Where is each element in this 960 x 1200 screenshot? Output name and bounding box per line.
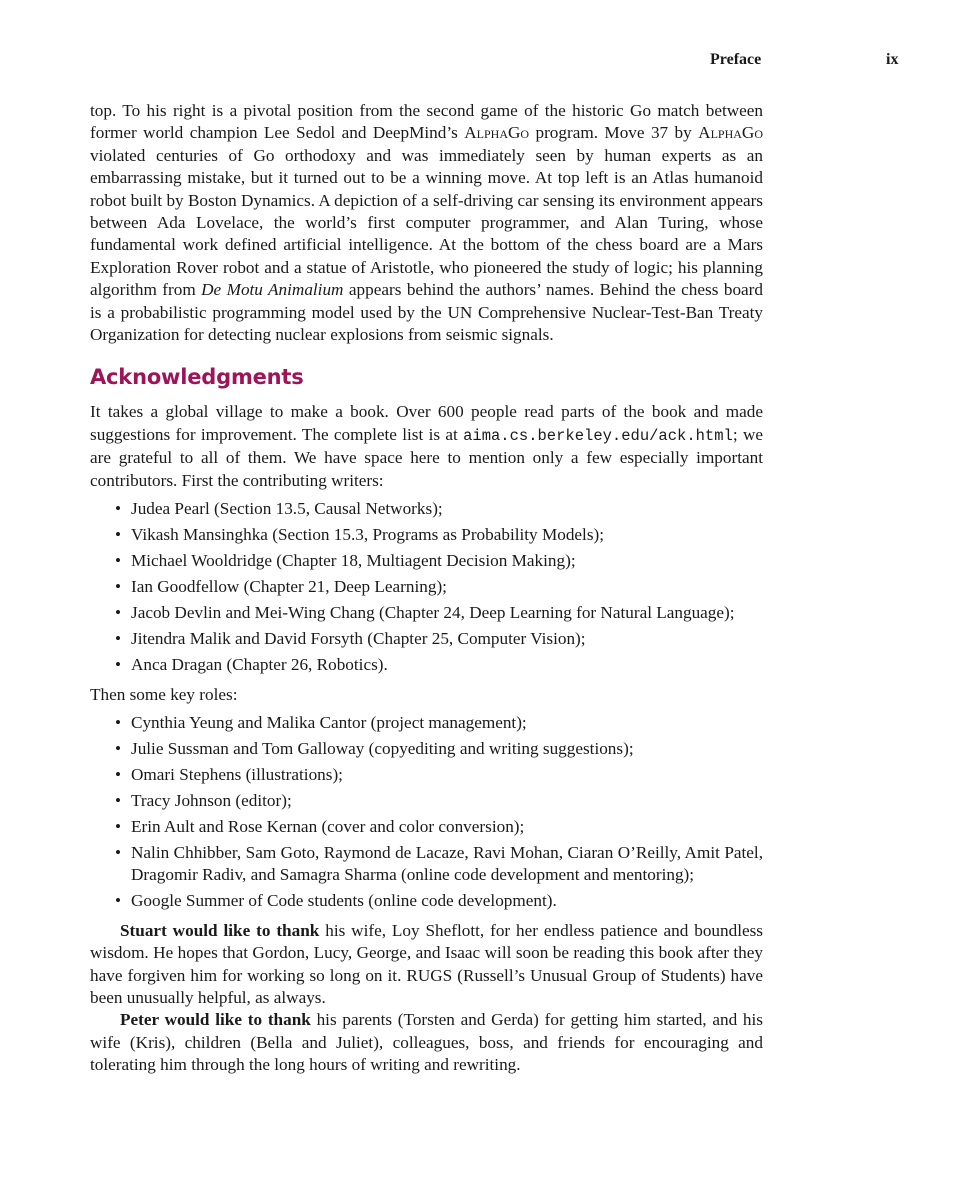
bullet-icon: • xyxy=(115,655,122,675)
acknowledgments-paragraph xyxy=(90,401,763,492)
list-item xyxy=(90,628,763,650)
bullet-icon: • xyxy=(115,712,122,732)
intro-paragraph xyxy=(90,100,763,346)
list-item xyxy=(90,576,763,598)
list-item xyxy=(90,738,763,760)
bullet-icon: • xyxy=(115,842,122,862)
list-item xyxy=(90,498,763,520)
bullet-icon: • xyxy=(115,525,122,545)
list-item xyxy=(90,764,763,786)
list-item xyxy=(90,654,763,676)
bullet-icon: • xyxy=(115,551,122,571)
ack-text-1: It takes a global village to make a book. Over 600 people read parts of the book and made suggestions for improvement. The complete list is at xyxy=(90,402,763,444)
ack-url: aima.cs.berkeley.edu/ack.html xyxy=(463,426,733,445)
list-item-text: Anca Dragan (Chapter 26, Robotics). xyxy=(131,655,388,675)
list-item-text: Omari Stephens (illustrations); xyxy=(131,764,343,784)
page-number: ix xyxy=(886,51,899,68)
ack-text-2: ; we are grateful to all of them. We have space here to mention only a few especially important contributors. First the contributing writers: xyxy=(90,424,763,490)
list-item-text: Vikash Mansinghka (Section 15.3, Programs as Probability Models); xyxy=(131,525,605,545)
bullet-icon: • xyxy=(115,816,122,836)
key-roles-list xyxy=(90,712,763,913)
list-item-text: Michael Wooldridge (Chapter 18, Multiagent Decision Making); xyxy=(131,551,576,571)
list-item-text: Tracy Johnson (editor); xyxy=(131,790,292,810)
running-header-section: Preface xyxy=(710,51,762,68)
acknowledgments-heading: Acknowledgments xyxy=(90,365,304,390)
list-item xyxy=(90,524,763,546)
bullet-icon: • xyxy=(115,629,122,649)
list-item-text: Ian Goodfellow (Chapter 21, Deep Learning); xyxy=(131,577,447,597)
stuart-thanks-paragraph xyxy=(90,920,763,1010)
list-item xyxy=(90,842,763,887)
intro-text-3: violated centuries of Go orthodoxy and was immediately seen by human experts as an embarrassing mistake, but it turned out to be a winning move. At top left is an Atlas humanoid robot built by Boston Dynamics. A depiction of a self-driving car sensing its environment appears between Ada Lovelace, the world’s first computer programmer, and Alan Turing, whose fundamental work defined artificial intelligence. At the bottom of the chess board are a Mars Exploration Rover robot and a statue of Aristotle, who pioneered the study of logic; his planning algorithm from xyxy=(90,145,763,300)
list-item-text: Judea Pearl (Section 13.5, Causal Networks); xyxy=(131,499,443,519)
list-item-text: Jacob Devlin and Mei-Wing Chang (Chapter 24, Deep Learning for Natural Language); xyxy=(131,603,735,623)
list-item-text: Jitendra Malik and David Forsyth (Chapter 25, Computer Vision); xyxy=(131,629,586,649)
list-item xyxy=(90,890,763,912)
list-item xyxy=(90,550,763,572)
list-item xyxy=(90,816,763,838)
bullet-icon: • xyxy=(115,790,122,810)
intro-text-2: program. Move 37 by xyxy=(529,123,699,143)
running-header xyxy=(0,51,960,71)
list-item-text: Nalin Chhibber, Sam Goto, Raymond de Lacaze, Ravi Mohan, Ciaran O’Reilly, Amit Patel, Dragomir Radiv, and Samagra Sharma (online code development and mentoring); xyxy=(131,842,763,885)
list-item xyxy=(90,602,763,624)
list-item-text: Cynthia Yeung and Malika Cantor (project management); xyxy=(131,712,527,732)
peter-thanks-text: his parents (Torsten and Gerda) for getting him started, and his wife (Kris), children (Bella and Juliet), colleagues, boss, and friends for encouraging and tolerating him through the long hours of writing and rewriting. xyxy=(90,1010,763,1075)
book-title-italic: De Motu Animalium xyxy=(201,280,344,300)
bullet-icon: • xyxy=(115,891,122,911)
list-item-text: Google Summer of Code students (online code development). xyxy=(131,891,557,911)
bullet-icon: • xyxy=(115,577,122,597)
bullet-icon: • xyxy=(115,603,122,623)
stuart-thanks-lead: Stuart would like to thank xyxy=(120,920,320,940)
page-body xyxy=(90,100,763,1077)
stuart-thanks-text: his wife, Loy Sheflott, for her endless patience and boundless wisdom. He hopes that Gordon, Lucy, George, and Isaac will soon be reading this book after they have forgiven him for working so long on it. RUGS (Russell’s Unusual Group of Students) have been unusually helpful, as always. xyxy=(90,920,763,1007)
peter-thanks-paragraph xyxy=(90,1009,763,1076)
bullet-icon: • xyxy=(115,764,122,784)
list-item xyxy=(90,712,763,734)
peter-thanks-lead: Peter would like to thank xyxy=(120,1010,311,1030)
intro-text-1: top. To his right is a pivotal position from the second game of the historic Go match between former world champion Lee Sedol and DeepMind’s xyxy=(90,101,763,143)
alphago-name: AlphaGo xyxy=(464,123,530,143)
alphago-name: AlphaGo xyxy=(698,123,763,143)
intro-text-4: appears behind the authors’ names. Behind the chess board is a probabilistic programming model used by the UN Comprehensive Nuclear-Test-Ban Treaty Organization for detecting nuclear explosions from seismic signals. xyxy=(90,280,763,345)
list-item-text: Erin Ault and Rose Kernan (cover and color conversion); xyxy=(131,816,525,836)
bullet-icon: • xyxy=(115,499,122,519)
roles-intro: Then some key roles: xyxy=(90,684,238,704)
list-item-text: Julie Sussman and Tom Galloway (copyediting and writing suggestions); xyxy=(131,738,634,758)
list-item xyxy=(90,790,763,812)
contributing-writers-list xyxy=(90,498,763,676)
bullet-icon: • xyxy=(115,738,122,758)
